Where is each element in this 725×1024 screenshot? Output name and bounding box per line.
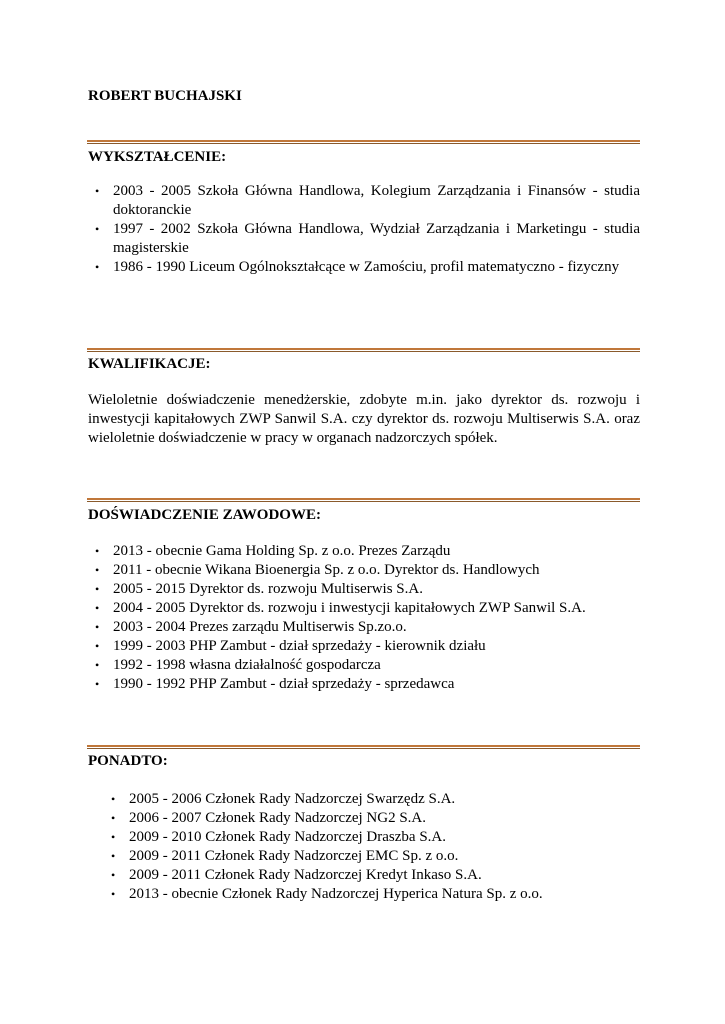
list-item: • 1992 - 1998 własna działalność gospodarcza bbox=[95, 657, 381, 673]
bullet-icon: • bbox=[95, 544, 100, 558]
list-item: • 2006 - 2007 Członek Rady Nadzorczej NG2 S.A. bbox=[111, 810, 427, 826]
bullet-icon: • bbox=[95, 222, 100, 236]
qualifications-heading: KWALIFIKACJE: bbox=[88, 356, 211, 372]
bullet-icon: • bbox=[95, 639, 100, 653]
additional-list bbox=[111, 790, 640, 904]
list-item: • 2003 - 2004 Prezes zarządu Multiserwis Sp.zo.o. bbox=[95, 619, 407, 635]
bullet-icon: • bbox=[95, 184, 100, 198]
person-name: ROBERT BUCHAJSKI bbox=[88, 88, 242, 104]
list-item: • 1999 - 2003 PHP Zambut - dział sprzedaży - kierownik działu bbox=[95, 638, 486, 654]
bullet-icon: • bbox=[95, 601, 100, 615]
bullet-icon: • bbox=[95, 260, 100, 274]
list-item: • 2005 - 2015 Dyrektor ds. rozwoju Multiserwis S.A. bbox=[95, 581, 423, 597]
education-list bbox=[95, 182, 640, 277]
section-divider-experience bbox=[87, 498, 640, 502]
list-item: • 1997 - 2002 Szkoła Główna Handlowa, Wydział Zarządzania i Marketingu - studia magisterskie bbox=[95, 221, 640, 256]
list-item: • 2009 - 2010 Członek Rady Nadzorczej Draszba S.A. bbox=[111, 829, 446, 845]
bullet-icon: • bbox=[111, 792, 116, 806]
bullet-icon: • bbox=[95, 563, 100, 577]
bullet-icon: • bbox=[111, 811, 116, 825]
experience-heading: DOŚWIADCZENIE ZAWODOWE: bbox=[88, 507, 321, 523]
bullet-icon: • bbox=[95, 677, 100, 691]
additional-heading: PONADTO: bbox=[88, 753, 168, 769]
section-divider-qualifications bbox=[87, 348, 640, 352]
list-item: • 2009 - 2011 Członek Rady Nadzorczej Kredyt Inkaso S.A. bbox=[111, 867, 482, 883]
bullet-icon: • bbox=[111, 830, 116, 844]
list-item: • 2013 - obecnie Członek Rady Nadzorczej Hyperica Natura Sp. z o.o. bbox=[111, 886, 543, 902]
bullet-icon: • bbox=[95, 620, 100, 634]
list-item: • 2011 - obecnie Wikana Bioenergia Sp. z o.o. Dyrektor ds. Handlowych bbox=[95, 562, 540, 578]
section-divider-education bbox=[87, 140, 640, 144]
list-item: • 2004 - 2005 Dyrektor ds. rozwoju i inwestycji kapitałowych ZWP Sanwil S.A. bbox=[95, 600, 586, 616]
list-item: • 1986 - 1990 Liceum Ogólnokształcące w Zamościu, profil matematyczno - fizyczny bbox=[95, 259, 620, 275]
list-item: • 2013 - obecnie Gama Holding Sp. z o.o. Prezes Zarządu bbox=[95, 543, 451, 559]
experience-list bbox=[95, 542, 640, 694]
list-item: • 2003 - 2005 Szkoła Główna Handlowa, Kolegium Zarządzania i Finansów - studia doktoranckie bbox=[95, 183, 640, 218]
bullet-icon: • bbox=[111, 849, 116, 863]
qualifications-text: Wieloletnie doświadczenie menedżerskie, zdobyte m.in. jako dyrektor ds. rozwoju i inwestycji kapitałowych ZWP Sanwil S.A. czy dyrektor ds. rozwoju Multiserwis S.A. oraz wieloletnie doświadczenie w pracy w organach nadzorczych spółek. bbox=[88, 392, 640, 446]
bullet-icon: • bbox=[95, 658, 100, 672]
list-item: • 2005 - 2006 Członek Rady Nadzorczej Swarzędz S.A. bbox=[111, 791, 456, 807]
education-heading: WYKSZTAŁCENIE: bbox=[88, 149, 227, 165]
bullet-icon: • bbox=[111, 887, 116, 901]
section-divider-additional bbox=[87, 745, 640, 749]
list-item: • 1990 - 1992 PHP Zambut - dział sprzedaży - sprzedawca bbox=[95, 676, 455, 692]
bullet-icon: • bbox=[95, 582, 100, 596]
list-item: • 2009 - 2011 Członek Rady Nadzorczej EMC Sp. z o.o. bbox=[111, 848, 459, 864]
bullet-icon: • bbox=[111, 868, 116, 882]
